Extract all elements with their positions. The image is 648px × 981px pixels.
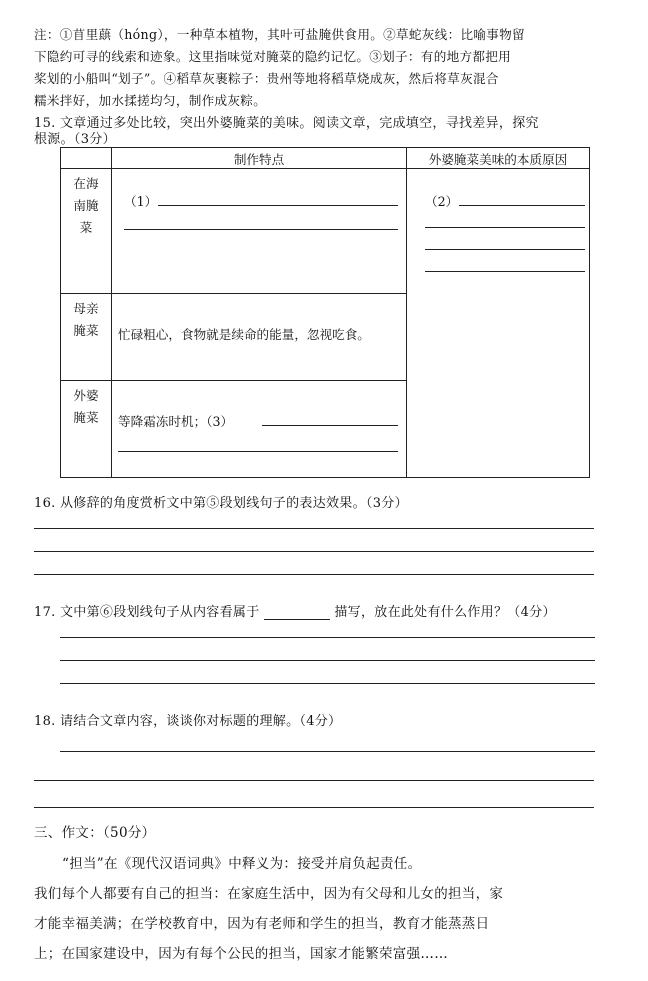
q18-answer-line-1[interactable] <box>60 751 595 752</box>
answer-blank-1[interactable] <box>158 205 398 206</box>
q17-prompt-after: 描写，放在此处有什么作用？（4分） <box>329 605 556 620</box>
q15-prompt-line-2: 根源。（3分） <box>34 132 116 147</box>
cell-hainan-feature <box>112 169 407 294</box>
note-line-1: 注：①苜里蕻（hóng），一种草本植物，其叶可盐腌供食用。②草蛇灰线：比喻事物留 <box>34 27 525 42</box>
row-label-hainan-text: 在海南腌菜 <box>73 176 99 235</box>
answer-blank-3[interactable] <box>262 425 398 426</box>
q17-answer-line-3[interactable] <box>60 683 595 684</box>
q17-answer-line-2[interactable] <box>60 660 595 661</box>
cell-essential-reason <box>407 169 590 478</box>
q15-prompt-line-1: 15. 文章通过多处比较，突出外婆腌菜的美味。阅读文章，完成填空，寻找差异，探究 <box>34 116 539 131</box>
table-header-feature: 制作特点 <box>112 148 407 169</box>
q16-prompt: 16. 从修辞的角度赏析文中第⑤段划线句子的表达效果。（3分） <box>34 496 408 511</box>
q18-answer-line-3[interactable] <box>34 807 594 808</box>
row-label-hainan <box>61 169 112 294</box>
q16-answer-line-2[interactable] <box>34 551 594 552</box>
q18-prompt: 18. 请结合文章内容，谈谈你对标题的理解。（4分） <box>34 714 342 729</box>
q16-answer-line-3[interactable] <box>34 574 594 575</box>
answer-blank-2-line-3[interactable] <box>425 249 585 250</box>
q17-prompt-before: 17. 文中第⑥段划线句子从内容看属于 <box>34 605 264 620</box>
row-label-grandma <box>61 381 112 478</box>
answer-blank-2-line-4[interactable] <box>425 271 585 272</box>
q17-inline-blank[interactable] <box>264 605 330 620</box>
answer-blank-3-line-2[interactable] <box>118 451 398 452</box>
note-line-2: 下隐约可寻的线索和迹象。这里指味觉对腌菜的隐约记忆。③划子：有的地方都把用 <box>34 49 512 64</box>
mother-feature-text: 忙碌粗心，食物就是续命的能量，忽视吃食。 <box>118 327 370 342</box>
table-corner-cell <box>61 148 112 169</box>
answer-blank-2[interactable] <box>459 205 585 206</box>
row-label-grandma-text: 外婆腌菜 <box>73 388 99 425</box>
q15-table <box>60 147 590 478</box>
note-line-4: 糯米拌好，加水揉搓均匀，制作成灰粽。 <box>34 93 267 108</box>
answer-blank-1-line-2[interactable] <box>124 229 398 230</box>
composition-prompt-line-2: 我们每个人都要有自己的担当：在家庭生活中，因为有父母和儿女的担当，家 <box>34 886 504 902</box>
row-label-mother-text: 母亲腌菜 <box>73 301 99 338</box>
composition-prompt-line-1: “担当”在《现代汉语词典》中释义为：接受并肩负起责任。 <box>62 856 422 872</box>
q17-answer-line-1[interactable] <box>60 637 595 638</box>
cell-grandma-feature <box>112 381 407 478</box>
composition-prompt-line-4: 上；在国家建设中，因为有每个公民的担当，国家才能繁荣富强…… <box>34 946 448 962</box>
blank-2-label: （2） <box>425 194 459 209</box>
q16-answer-line-1[interactable] <box>34 528 594 529</box>
cell-mother-feature <box>112 294 407 381</box>
blank-1-label: （1） <box>124 194 158 209</box>
composition-prompt-line-3: 才能幸福美满；在学校教育中，因为有老师和学生的担当，教育才能蒸蒸日 <box>34 916 490 932</box>
answer-blank-2-line-2[interactable] <box>425 227 585 228</box>
q18-answer-line-2[interactable] <box>34 780 594 781</box>
note-line-3: 桨划的小船叫“划子”。④稻草灰裹粽子：贵州等地将稻草烧成灰，然后将草灰混合 <box>34 71 499 86</box>
table-header-reason: 外婆腌菜美味的本质原因 <box>407 148 590 169</box>
row-label-mother <box>61 294 112 381</box>
section-3-heading: 三、作文：（50分） <box>34 825 156 841</box>
q17-prompt <box>34 601 556 620</box>
grandma-feature-text: 等降霜冻时机；（3） <box>118 414 234 429</box>
